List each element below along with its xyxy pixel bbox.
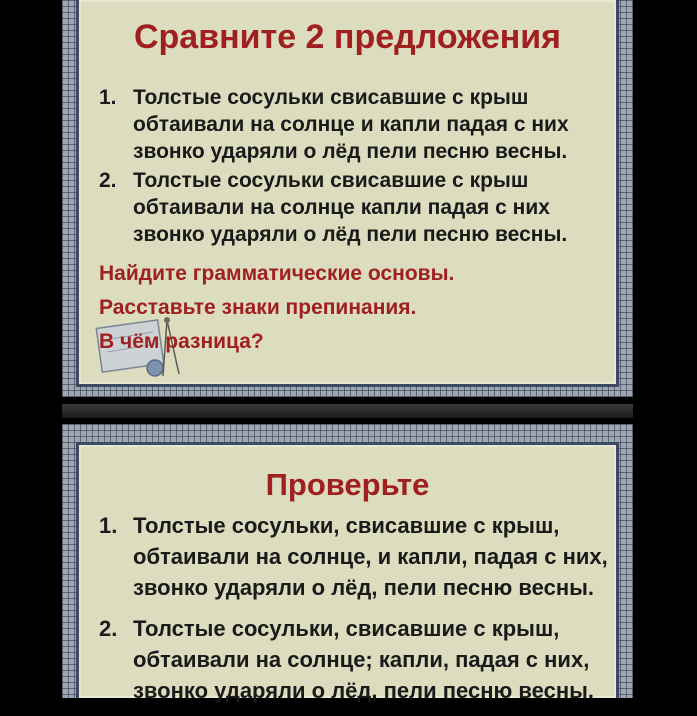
list-item (99, 613, 619, 706)
task-grammar-bases: Найдите грамматические основы. (99, 262, 455, 285)
slide-compare (62, 0, 633, 397)
item-number: 2. (99, 169, 117, 192)
item-number: 1. (99, 86, 117, 109)
slide-panel (76, 442, 619, 703)
item-number: 1. (99, 513, 118, 538)
slide-title: Проверьте (265, 467, 430, 502)
task-punctuation: Расставьте знаки препинания. (99, 296, 417, 319)
list-item (99, 84, 619, 165)
item-text: Толстые сосульки свисавшие с крыш обтаивали на солнце и капли падая с них звонко ударяли о лёд пели песню весны. (133, 86, 569, 163)
item-text: Толстые сосульки, свисавшие с крыш, обтаивали на солнце, и капли, падая с них, звонко ударяли о лёд, пели песню весны. (133, 513, 608, 600)
list-item (99, 167, 619, 248)
slide-title: Сравните 2 предложения (133, 18, 562, 56)
item-text: Толстые сосульки, свисавшие с крыш, обтаивали на солнце; капли, падая с них, звонко ударяли о лёд, пели песню весны. (133, 616, 595, 703)
slide-divider (62, 404, 633, 418)
list-item (99, 510, 619, 603)
task-difference: В чём разница? (99, 330, 264, 353)
item-number: 2. (99, 616, 118, 641)
item-text: Толстые сосульки свисавшие с крыш обтаивали на солнце капли падая с них звонко ударяли о лёд пели песню весны. (133, 169, 568, 246)
answer-list (99, 510, 619, 716)
sentence-list (99, 84, 619, 250)
slide-check (62, 424, 633, 703)
slide-panel (76, 0, 619, 387)
